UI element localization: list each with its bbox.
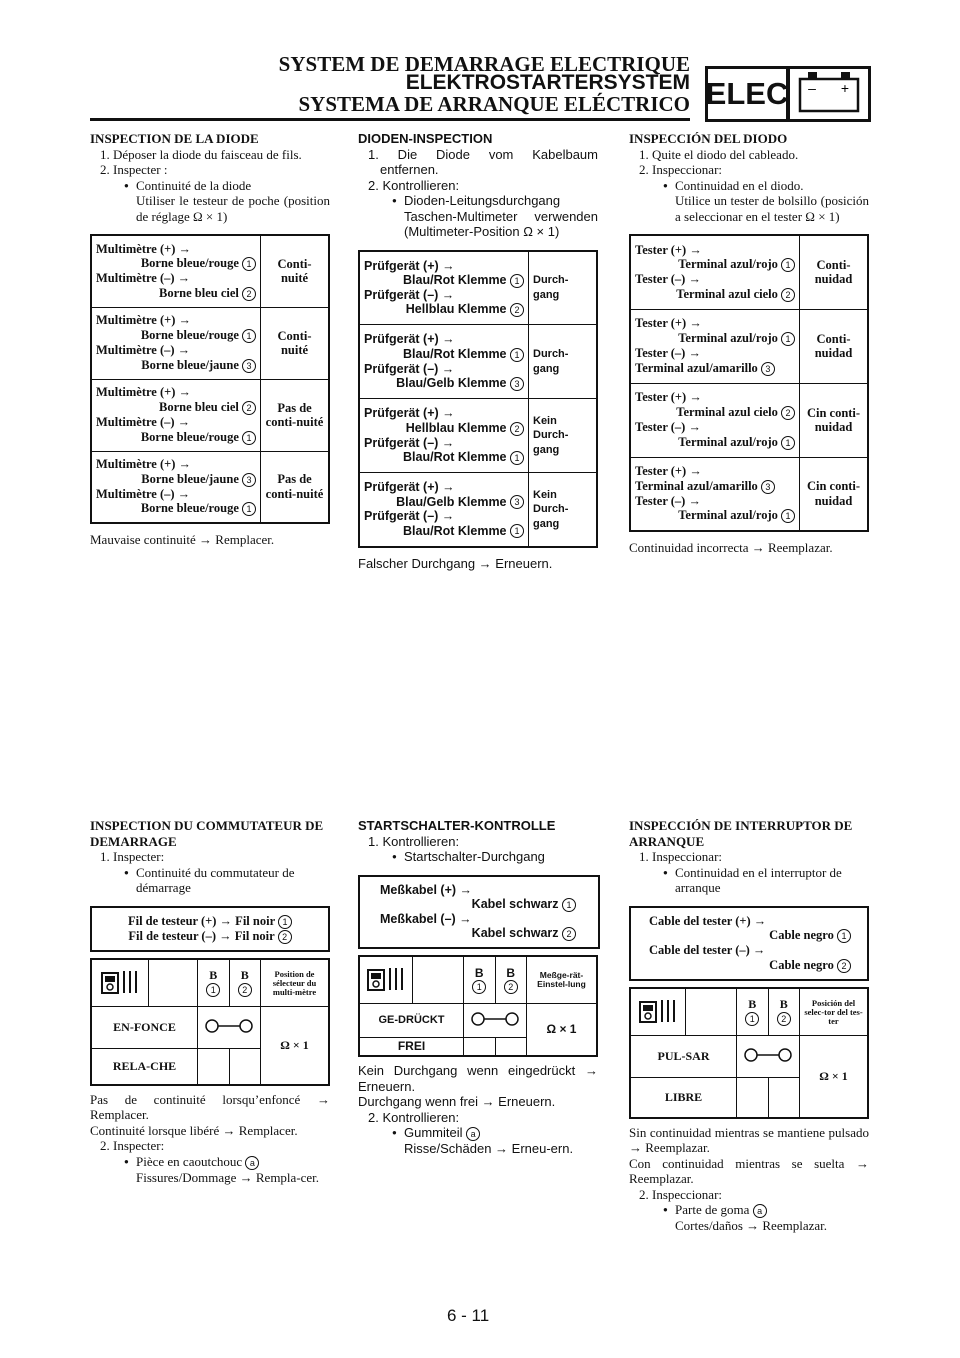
wire-box: Fil de testeur (+) → Fil noir 1 Fil de testeur (–) → Fil noir 2 xyxy=(90,906,330,952)
bullet-item: ● Parte de goma a xyxy=(629,1202,869,1218)
table-row: Multimètre (+) → Borne bleue/rouge 1 Multimètre (–) → Borne bleu ciel 2 Conti-nuité xyxy=(91,235,329,307)
step: 1. Die Diode vom Kabelbaum entfernen. xyxy=(368,146,598,177)
table-row: Tester (+) → Terminal azul/amarillo 3 Tester (–) → Terminal azul/rojo 1 Cin conti-nuidad xyxy=(630,457,868,531)
step: 1. Déposer la diode du faisceau de fils. xyxy=(100,146,302,162)
switch-table: B 1 B 2 Meßge-rät-Einstel-lung GE-DRÜCKT Ω × 1 FREI xyxy=(358,955,598,1058)
step: 1. Inspeccionar: xyxy=(639,849,723,864)
fr-switch-section xyxy=(90,818,330,1185)
step: 1. Kontrollieren: xyxy=(368,833,460,849)
section-title: INSPECTION DE LA DIODE xyxy=(90,131,259,146)
bullet-item: ● Pièce en caoutchouc a xyxy=(90,1154,330,1170)
section-title: DIODEN-INSPECTION xyxy=(358,131,493,146)
bullet-item: ● Gummiteil a xyxy=(358,1125,598,1141)
es-switch-section xyxy=(629,818,869,1234)
table-row: Multimètre (+) → Borne bleue/jaune 3 Multimètre (–) → Borne bleue/rouge 1 Pas de conti-nuité xyxy=(91,451,329,523)
continuity-table xyxy=(358,250,598,548)
wire-box: Meßkabel (+) → Kabel schwarz 1 Meßkabel (–) → Kabel schwarz 2 xyxy=(358,875,600,949)
bullet-item: ● Startschalter-Durchgang xyxy=(358,849,598,865)
result-note: Pas de continuité lorsqu’enfoncé → Remplacer. xyxy=(90,1091,330,1123)
result-note: Kein Durchgang wenn eingedrückt → Erneuern. xyxy=(358,1063,598,1094)
note: Fissures/Dommage → Rempla-cer. xyxy=(136,1169,320,1185)
battery-minus: – xyxy=(808,80,816,96)
fr-diode-section xyxy=(90,131,330,548)
note: Utilice un tester de bolsillo (posición a seleccionar en el tester Ω × 1) xyxy=(675,193,869,224)
step: 2. Inspecter : xyxy=(100,162,168,177)
note: Risse/Schäden → Erneu-ern. xyxy=(404,1140,574,1156)
step: 1. Quite el diodo del cableado. xyxy=(639,146,799,162)
step: 2. Inspeccionar: xyxy=(639,1186,723,1202)
section-title: INSPECTION DU COMMUTATEUR DE DEMARRAGE xyxy=(90,818,324,849)
multimeter-icon xyxy=(630,988,686,1036)
table-row: Prüfgerät (+) → Blau/Rot Klemme 1 Prüfgerät (–) → Blau/Gelb Klemme 3 Durch-gang xyxy=(359,325,597,399)
switch-table: B 1 B 2 Position de sélecteur du multi-mètre EN-FONCE Ω × 1 RELA-CHE xyxy=(90,958,330,1086)
result-note: Con continuidad mientras se suelta → Reemplazar. xyxy=(629,1155,869,1187)
note: Cortes/daños → Reemplazar. xyxy=(675,1218,827,1234)
step: 2. Kontrollieren: xyxy=(368,177,460,193)
continuity-table xyxy=(90,234,330,524)
bullet-item: ● Continuité du commutateur de démarrage xyxy=(90,865,330,896)
result-note: Durchgang wenn frei → Erneuern. xyxy=(358,1094,556,1110)
section-title: INSPECCIÓN DEL DIODO xyxy=(629,131,788,146)
header-title-fr: SYSTEM DE DEMARRAGE ELECTRIQUE xyxy=(278,52,690,76)
table-row: Prüfgerät (+) → Blau/Gelb Klemme 3 Prüfgerät (–) → Blau/Rot Klemme 1 Kein Durch-gang xyxy=(359,473,597,547)
header-title-es: SYSTEMA DE ARRANQUE ELÉCTRICO xyxy=(298,92,690,116)
note: Utiliser le testeur de poche (position de réglage Ω × 1) xyxy=(136,193,330,224)
bullet-item: ● Dioden-Leitungsdurchgang xyxy=(358,193,598,209)
switch-table: B 1 B 2 Posición del selec-tor del tes-ter PUL-SAR Ω × 1 LIBRE xyxy=(629,987,869,1119)
note: Taschen-Multimeter verwenden (Multimeter-Position Ω × 1) xyxy=(404,208,598,239)
bullet-item: ● Continuidad en el diodo. xyxy=(629,178,869,194)
step: 1. Inspecter: xyxy=(100,849,165,864)
result-note: Continuité lorsque libéré → Remplacer. xyxy=(90,1122,298,1138)
page-number: 6 - 11 xyxy=(447,1306,490,1325)
es-diode-section xyxy=(629,131,869,556)
step: 2. Kontrollieren: xyxy=(368,1109,460,1125)
result-note: Mauvaise continuité → Remplacer. xyxy=(90,532,275,547)
step: 2. Inspeccionar: xyxy=(639,162,723,177)
table-row: Tester (+) → Terminal azul cielo 2 Tester (–) → Terminal azul/rojo 1 Cin conti-nuidad xyxy=(630,383,868,457)
multimeter-icon xyxy=(91,959,149,1007)
battery-plus: + xyxy=(840,80,850,96)
bullet-item: ● Continuité de la diode xyxy=(90,178,330,194)
table-row: Multimètre (+) → Borne bleu ciel 2 Multimètre (–) → Borne bleue/rouge 1 Pas de conti-nuité xyxy=(91,379,329,451)
continuity-table xyxy=(629,234,869,532)
wire-box: Cable del tester (+) → Cable negro 1 Cable del tester (–) → Cable negro 2 xyxy=(629,906,869,981)
result-note: Falscher Durchgang → Erneuern. xyxy=(358,555,553,571)
header-rule xyxy=(90,118,690,121)
multimeter-icon xyxy=(359,956,413,1004)
elec-badge: ELEC xyxy=(705,66,789,122)
table-row: Prüfgerät (+) → Hellblau Klemme 2 Prüfgerät (–) → Blau/Rot Klemme 1 Kein Durch-gang xyxy=(359,399,597,473)
section-title: INSPECCIÓN DE INTERRUPTOR DE ARRANQUE xyxy=(629,818,853,849)
table-row: Tester (+) → Terminal azul/rojo 1 Tester (–) → Terminal azul/amarillo 3 Conti-nuidad xyxy=(630,309,868,383)
result-note: Continuidad incorrecta → Reemplazar. xyxy=(629,540,833,555)
battery-icon xyxy=(787,66,871,122)
bullet-item: ● Continuidad en el interruptor de arranque xyxy=(629,865,869,896)
de-switch-section xyxy=(358,818,598,1156)
section-title: STARTSCHALTER-KONTROLLE xyxy=(358,818,556,833)
table-row: Tester (+) → Terminal azul/rojo 1 Tester (–) → Terminal azul cielo 2 Conti-nuidad xyxy=(630,235,868,309)
table-row: Multimètre (+) → Borne bleue/rouge 1 Multimètre (–) → Borne bleue/jaune 3 Conti-nuité xyxy=(91,307,329,379)
result-note: Sin continuidad mientras se mantiene pulsado → Reemplazar. xyxy=(629,1124,869,1156)
header-title-de: ELEKTROSTARTERSYSTEM xyxy=(405,71,690,94)
de-diode-section xyxy=(358,131,598,571)
step: 2. Inspecter: xyxy=(100,1138,165,1154)
table-row: Prüfgerät (+) → Blau/Rot Klemme 1 Prüfgerät (–) → Hellblau Klemme 2 Durch-gang xyxy=(359,251,597,325)
